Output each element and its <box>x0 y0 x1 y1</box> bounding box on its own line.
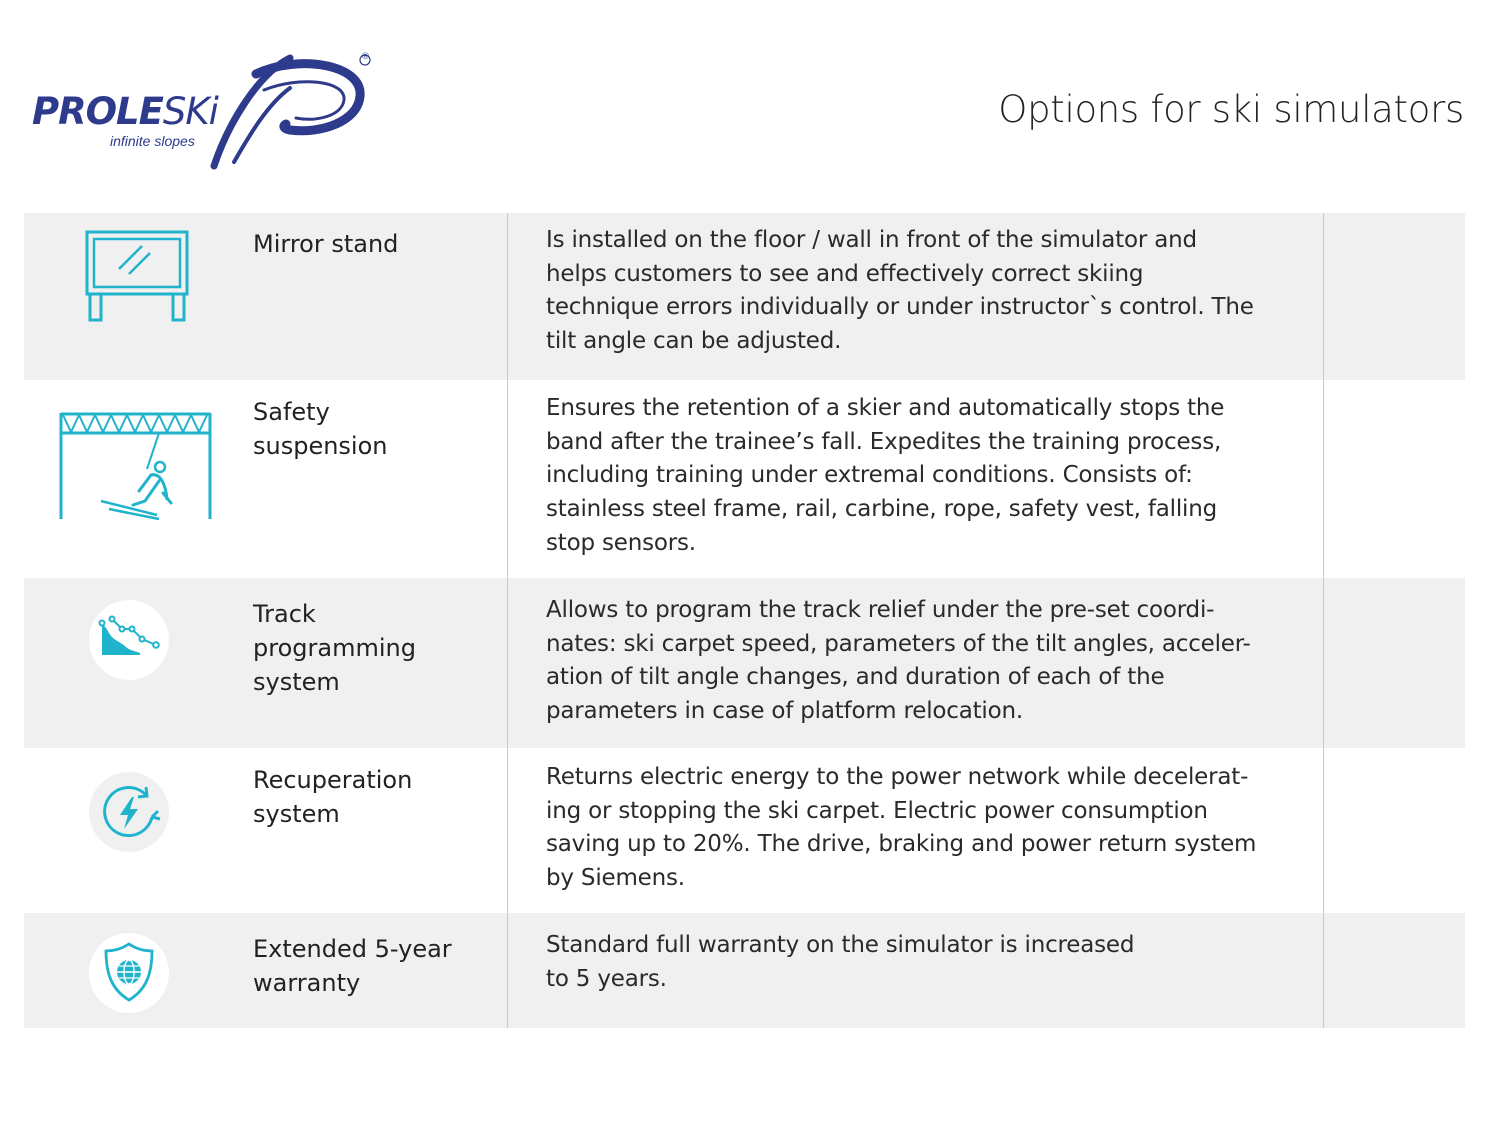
description-line: Allows to program the track relief under the pre-set coordi- <box>546 597 1215 623</box>
description-line: Is installed on the floor / wall in front of the simulator and <box>546 227 1197 253</box>
recuperation-energy-icon <box>88 771 170 858</box>
mirror-stand-icon <box>84 229 190 328</box>
description-line: stop sensors. <box>546 529 696 556</box>
option-row-safety-suspension <box>24 380 1465 578</box>
option-name <box>253 763 412 831</box>
option-name-line: Track <box>253 600 316 628</box>
options-table <box>24 213 1465 1028</box>
option-name <box>253 597 416 699</box>
description-line: ing or stopping the ski carpet. Electric power consumption <box>546 797 1208 824</box>
safety-suspension-icon <box>59 411 214 526</box>
warranty-shield-icon <box>88 932 170 1019</box>
proleski-logo <box>28 44 378 174</box>
option-name-line: Recuperation <box>253 766 413 794</box>
description-line: Returns electric energy to the power network while decelerat- <box>546 764 1249 790</box>
option-name <box>253 395 388 463</box>
description-line: parameters in case of platform relocation. <box>546 698 1023 725</box>
option-description <box>546 594 1326 729</box>
option-description <box>546 929 1326 996</box>
option-name <box>253 932 452 1000</box>
description-line: tilt angle can be adjusted. <box>546 328 842 355</box>
logo-word-light: SKi <box>162 90 218 133</box>
logo-registered-mark: ® <box>361 52 370 62</box>
description-line: including training under extremal conditions. Consists of: <box>546 462 1193 489</box>
logo-word-bold: PROLE <box>32 90 163 133</box>
option-name <box>253 227 398 261</box>
option-description <box>546 224 1326 359</box>
description-line: to 5 years. <box>546 965 667 992</box>
description-line: Ensures the retention of a skier and automatically stops the <box>546 395 1225 421</box>
option-name-line: Safety <box>253 398 330 426</box>
description-line: stainless steel frame, rail, carbine, rope, safety vest, falling <box>546 496 1217 523</box>
option-name-line: suspension <box>253 432 388 460</box>
option-name-line: Mirror stand <box>253 230 399 258</box>
description-line: Standard full warranty on the simulator is increased <box>546 932 1135 958</box>
description-line: nates: ski carpet speed, parameters of the tilt angles, acceler- <box>546 630 1251 657</box>
description-line: by Siemens. <box>546 865 685 892</box>
logo-wordmark <box>32 90 218 133</box>
option-row-mirror-stand <box>24 213 1465 380</box>
description-line: saving up to 20%. The drive, braking and power return system <box>546 831 1257 858</box>
option-name-line: system <box>253 668 340 696</box>
description-line: ation of tilt angle changes, and duration of each of the <box>546 664 1165 691</box>
track-programming-icon <box>88 599 170 686</box>
option-name-line: programming <box>253 634 416 662</box>
description-line: technique errors individually or under instructor`s control. The <box>546 294 1254 321</box>
option-row-extended-warranty <box>24 913 1465 1028</box>
option-row-recuperation <box>24 748 1465 913</box>
description-line: band after the trainee’s fall. Expedites the training process, <box>546 428 1222 455</box>
column-divider-right <box>1323 213 1324 1028</box>
option-name-line: warranty <box>253 969 361 997</box>
column-divider-left <box>507 213 508 1028</box>
logo-tagline: infinite slopes <box>110 133 195 149</box>
option-name-line: Extended 5-year <box>253 935 452 963</box>
option-row-track-programming <box>24 578 1465 748</box>
description-line: helps customers to see and effectively correct skiing <box>546 260 1144 287</box>
option-name-line: system <box>253 800 340 828</box>
option-description <box>546 392 1326 561</box>
option-description <box>546 761 1326 896</box>
page-title: Options for ski simulators <box>998 88 1464 131</box>
